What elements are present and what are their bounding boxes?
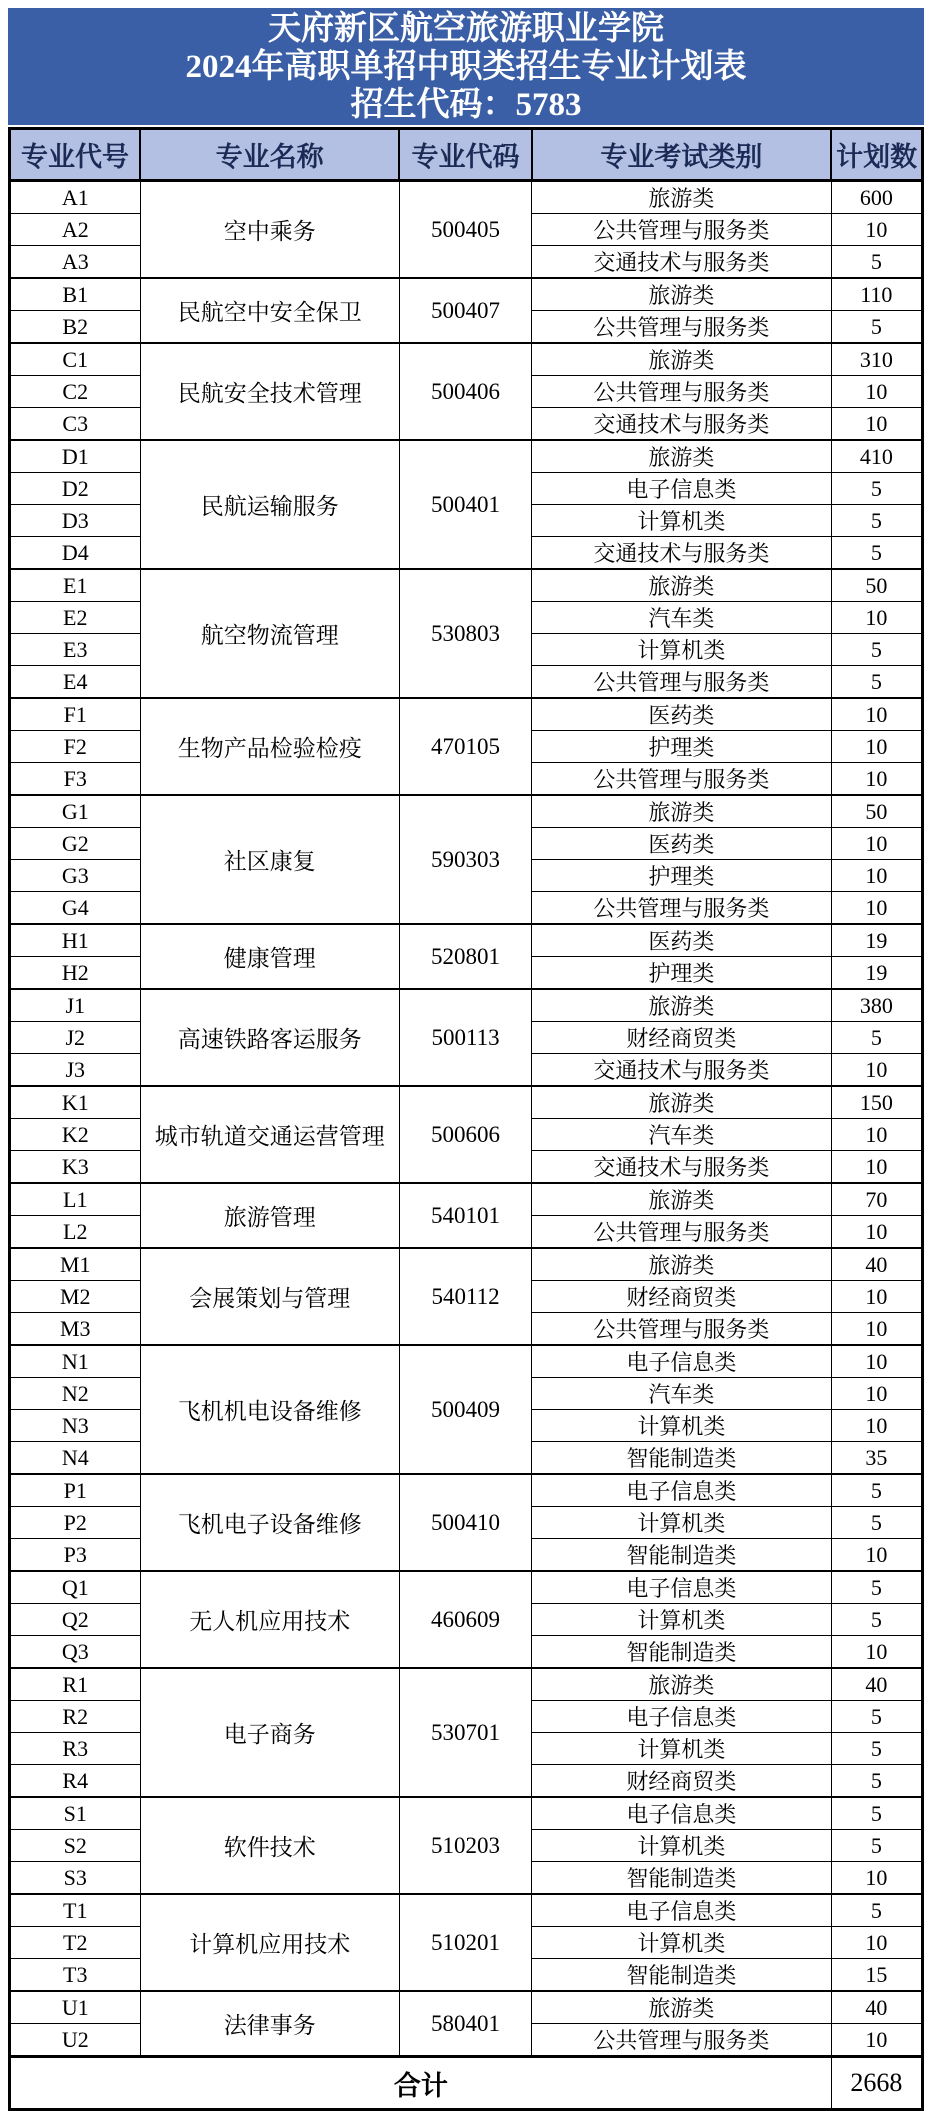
exam-category-cell: 智能制造类 bbox=[532, 1862, 831, 1895]
exam-category-cell: 公共管理与服务类 bbox=[532, 376, 831, 408]
table-row bbox=[10, 1183, 923, 1216]
plan-count-cell: 310 bbox=[831, 343, 922, 376]
major-code-cell: 580401 bbox=[399, 1991, 531, 2057]
exam-category-cell: 计算机类 bbox=[532, 1830, 831, 1862]
plan-count-cell: 40 bbox=[831, 1248, 922, 1281]
plan-count-cell: 5 bbox=[831, 634, 922, 666]
table-row bbox=[10, 278, 923, 311]
major-code-cell: 540112 bbox=[399, 1248, 531, 1345]
major-letter-code-cell: N4 bbox=[10, 1442, 141, 1475]
major-letter-code-cell: F3 bbox=[10, 763, 141, 796]
exam-category-cell: 智能制造类 bbox=[532, 1442, 831, 1475]
column-header-0: 专业代号 bbox=[10, 129, 141, 181]
major-code-cell: 500113 bbox=[399, 989, 531, 1086]
table-row bbox=[10, 1797, 923, 1830]
exam-category-cell: 交通技术与服务类 bbox=[532, 246, 831, 279]
major-letter-code-cell: J3 bbox=[10, 1054, 141, 1087]
major-letter-code-cell: R3 bbox=[10, 1733, 141, 1765]
major-code-cell: 500407 bbox=[399, 278, 531, 343]
table-row bbox=[10, 1345, 923, 1378]
plan-count-cell: 10 bbox=[831, 698, 922, 731]
exam-category-cell: 旅游类 bbox=[532, 1668, 831, 1701]
exam-category-cell: 交通技术与服务类 bbox=[532, 1151, 831, 1184]
exam-category-cell: 护理类 bbox=[532, 860, 831, 892]
plan-count-cell: 5 bbox=[831, 1571, 922, 1604]
major-letter-code-cell: R4 bbox=[10, 1765, 141, 1798]
major-letter-code-cell: F1 bbox=[10, 698, 141, 731]
plan-count-cell: 600 bbox=[831, 181, 922, 214]
major-letter-code-cell: Q1 bbox=[10, 1571, 141, 1604]
major-letter-code-cell: C1 bbox=[10, 343, 141, 376]
major-code-cell: 500409 bbox=[399, 1345, 531, 1474]
major-code-cell: 460609 bbox=[399, 1571, 531, 1668]
major-code-cell: 500401 bbox=[399, 440, 531, 569]
plan-count-cell: 5 bbox=[831, 505, 922, 537]
plan-count-cell: 10 bbox=[831, 828, 922, 860]
major-code-cell: 590303 bbox=[399, 795, 531, 924]
enrollment-plan-table bbox=[8, 127, 924, 2111]
plan-count-cell: 10 bbox=[831, 408, 922, 441]
plan-count-cell: 5 bbox=[831, 1507, 922, 1539]
plan-count-cell: 10 bbox=[831, 1862, 922, 1895]
major-letter-code-cell: L1 bbox=[10, 1183, 141, 1216]
exam-category-cell: 计算机类 bbox=[532, 1927, 831, 1959]
major-letter-code-cell: M2 bbox=[10, 1281, 141, 1313]
major-letter-code-cell: H1 bbox=[10, 924, 141, 957]
exam-category-cell: 计算机类 bbox=[532, 1604, 831, 1636]
major-name-cell: 软件技术 bbox=[140, 1797, 399, 1894]
total-label-cell: 合计 bbox=[10, 2057, 832, 2110]
major-letter-code-cell: Q3 bbox=[10, 1636, 141, 1669]
major-name-cell: 民航安全技术管理 bbox=[140, 343, 399, 440]
exam-category-cell: 公共管理与服务类 bbox=[532, 666, 831, 699]
major-letter-code-cell: B2 bbox=[10, 311, 141, 344]
major-letter-code-cell: D3 bbox=[10, 505, 141, 537]
plan-count-cell: 5 bbox=[831, 1797, 922, 1830]
plan-count-cell: 10 bbox=[831, 731, 922, 763]
major-code-cell: 500406 bbox=[399, 343, 531, 440]
major-code-cell: 520801 bbox=[399, 924, 531, 989]
plan-count-cell: 10 bbox=[831, 1539, 922, 1572]
major-letter-code-cell: N3 bbox=[10, 1410, 141, 1442]
major-letter-code-cell: P1 bbox=[10, 1474, 141, 1507]
major-letter-code-cell: R2 bbox=[10, 1701, 141, 1733]
major-letter-code-cell: A3 bbox=[10, 246, 141, 279]
plan-count-cell: 10 bbox=[831, 602, 922, 634]
major-name-cell: 健康管理 bbox=[140, 924, 399, 989]
exam-category-cell: 电子信息类 bbox=[532, 473, 831, 505]
table-row bbox=[10, 698, 923, 731]
exam-category-cell: 旅游类 bbox=[532, 1086, 831, 1119]
major-letter-code-cell: A1 bbox=[10, 181, 141, 214]
plan-count-cell: 50 bbox=[831, 569, 922, 602]
major-letter-code-cell: U2 bbox=[10, 2024, 141, 2057]
exam-category-cell: 计算机类 bbox=[532, 1507, 831, 1539]
exam-category-cell: 医药类 bbox=[532, 828, 831, 860]
plan-count-cell: 70 bbox=[831, 1183, 922, 1216]
plan-count-cell: 10 bbox=[831, 1927, 922, 1959]
plan-count-cell: 10 bbox=[831, 1216, 922, 1249]
exam-category-cell: 医药类 bbox=[532, 924, 831, 957]
major-letter-code-cell: P2 bbox=[10, 1507, 141, 1539]
major-name-cell: 会展策划与管理 bbox=[140, 1248, 399, 1345]
exam-category-cell: 财经商贸类 bbox=[532, 1281, 831, 1313]
major-name-cell: 空中乘务 bbox=[140, 181, 399, 279]
exam-category-cell: 公共管理与服务类 bbox=[532, 763, 831, 796]
banner-plan-title: 2024年高职单招中职类招生专业计划表 bbox=[185, 48, 747, 85]
major-name-cell: 无人机应用技术 bbox=[140, 1571, 399, 1668]
major-code-cell: 530803 bbox=[399, 569, 531, 698]
column-header-3: 专业考试类别 bbox=[532, 129, 831, 181]
major-code-cell: 500405 bbox=[399, 181, 531, 279]
exam-category-cell: 电子信息类 bbox=[532, 1701, 831, 1733]
major-letter-code-cell: E2 bbox=[10, 602, 141, 634]
plan-count-cell: 5 bbox=[831, 1604, 922, 1636]
major-name-cell: 计算机应用技术 bbox=[140, 1894, 399, 1991]
plan-count-cell: 10 bbox=[831, 1345, 922, 1378]
plan-count-cell: 10 bbox=[831, 860, 922, 892]
banner-school-name: 天府新区航空旅游职业学院 bbox=[268, 10, 664, 47]
plan-count-cell: 15 bbox=[831, 1959, 922, 1992]
major-letter-code-cell: C3 bbox=[10, 408, 141, 441]
exam-category-cell: 电子信息类 bbox=[532, 1474, 831, 1507]
column-header-2: 专业代码 bbox=[399, 129, 531, 181]
plan-count-cell: 35 bbox=[831, 1442, 922, 1475]
plan-count-cell: 5 bbox=[831, 1022, 922, 1054]
exam-category-cell: 旅游类 bbox=[532, 343, 831, 376]
major-letter-code-cell: E3 bbox=[10, 634, 141, 666]
table-row bbox=[10, 343, 923, 376]
exam-category-cell: 公共管理与服务类 bbox=[532, 892, 831, 925]
exam-category-cell: 电子信息类 bbox=[532, 1571, 831, 1604]
column-header-1: 专业名称 bbox=[140, 129, 399, 181]
table-body bbox=[10, 181, 923, 2110]
plan-count-cell: 5 bbox=[831, 1765, 922, 1798]
plan-count-cell: 5 bbox=[831, 1894, 922, 1927]
major-name-cell: 高速铁路客运服务 bbox=[140, 989, 399, 1086]
table-row bbox=[10, 1894, 923, 1927]
major-name-cell: 电子商务 bbox=[140, 1668, 399, 1797]
major-code-cell: 540101 bbox=[399, 1183, 531, 1248]
major-code-cell: 510203 bbox=[399, 1797, 531, 1894]
exam-category-cell: 智能制造类 bbox=[532, 1539, 831, 1572]
plan-count-cell: 40 bbox=[831, 1991, 922, 2024]
exam-category-cell: 交通技术与服务类 bbox=[532, 1054, 831, 1087]
major-letter-code-cell: Q2 bbox=[10, 1604, 141, 1636]
major-name-cell: 社区康复 bbox=[140, 795, 399, 924]
major-letter-code-cell: K2 bbox=[10, 1119, 141, 1151]
major-name-cell: 生物产品检验检疫 bbox=[140, 698, 399, 795]
exam-category-cell: 护理类 bbox=[532, 957, 831, 990]
column-header-4: 计划数 bbox=[831, 129, 922, 181]
major-name-cell: 法律事务 bbox=[140, 1991, 399, 2057]
major-letter-code-cell: A2 bbox=[10, 214, 141, 246]
total-value-cell: 2668 bbox=[831, 2057, 922, 2110]
plan-count-cell: 10 bbox=[831, 214, 922, 246]
major-letter-code-cell: E1 bbox=[10, 569, 141, 602]
plan-count-cell: 10 bbox=[831, 892, 922, 925]
major-letter-code-cell: P3 bbox=[10, 1539, 141, 1572]
exam-category-cell: 财经商贸类 bbox=[532, 1765, 831, 1798]
major-name-cell: 城市轨道交通运营管理 bbox=[140, 1086, 399, 1183]
table-row bbox=[10, 989, 923, 1022]
major-name-cell: 旅游管理 bbox=[140, 1183, 399, 1248]
major-code-cell: 500606 bbox=[399, 1086, 531, 1183]
total-row bbox=[10, 2057, 923, 2110]
exam-category-cell: 旅游类 bbox=[532, 440, 831, 473]
exam-category-cell: 汽车类 bbox=[532, 1378, 831, 1410]
table-row bbox=[10, 1474, 923, 1507]
major-code-cell: 530701 bbox=[399, 1668, 531, 1797]
major-name-cell: 航空物流管理 bbox=[140, 569, 399, 698]
major-letter-code-cell: H2 bbox=[10, 957, 141, 990]
exam-category-cell: 旅游类 bbox=[532, 1248, 831, 1281]
exam-category-cell: 电子信息类 bbox=[532, 1797, 831, 1830]
major-letter-code-cell: U1 bbox=[10, 1991, 141, 2024]
exam-category-cell: 公共管理与服务类 bbox=[532, 1313, 831, 1346]
exam-category-cell: 旅游类 bbox=[532, 1991, 831, 2024]
exam-category-cell: 护理类 bbox=[532, 731, 831, 763]
plan-count-cell: 10 bbox=[831, 1054, 922, 1087]
major-letter-code-cell: T3 bbox=[10, 1959, 141, 1992]
major-letter-code-cell: M1 bbox=[10, 1248, 141, 1281]
major-letter-code-cell: M3 bbox=[10, 1313, 141, 1346]
exam-category-cell: 旅游类 bbox=[532, 1183, 831, 1216]
major-letter-code-cell: L2 bbox=[10, 1216, 141, 1249]
table-row bbox=[10, 569, 923, 602]
plan-count-cell: 5 bbox=[831, 1474, 922, 1507]
plan-count-cell: 5 bbox=[831, 1733, 922, 1765]
table-row bbox=[10, 1086, 923, 1119]
plan-count-cell: 50 bbox=[831, 795, 922, 828]
major-letter-code-cell: N2 bbox=[10, 1378, 141, 1410]
plan-count-cell: 10 bbox=[831, 1636, 922, 1669]
table-row bbox=[10, 1668, 923, 1701]
table-header-row bbox=[10, 129, 923, 181]
plan-count-cell: 19 bbox=[831, 924, 922, 957]
exam-category-cell: 医药类 bbox=[532, 698, 831, 731]
major-letter-code-cell: S1 bbox=[10, 1797, 141, 1830]
major-letter-code-cell: D2 bbox=[10, 473, 141, 505]
major-letter-code-cell: F2 bbox=[10, 731, 141, 763]
table-row bbox=[10, 924, 923, 957]
plan-count-cell: 10 bbox=[831, 1313, 922, 1346]
plan-count-cell: 5 bbox=[831, 537, 922, 570]
major-letter-code-cell: C2 bbox=[10, 376, 141, 408]
major-letter-code-cell: T1 bbox=[10, 1894, 141, 1927]
major-code-cell: 510201 bbox=[399, 1894, 531, 1991]
banner bbox=[8, 8, 924, 125]
plan-count-cell: 10 bbox=[831, 1119, 922, 1151]
exam-category-cell: 电子信息类 bbox=[532, 1345, 831, 1378]
plan-count-cell: 19 bbox=[831, 957, 922, 990]
major-letter-code-cell: G3 bbox=[10, 860, 141, 892]
table-row bbox=[10, 181, 923, 214]
major-name-cell: 飞机机电设备维修 bbox=[140, 1345, 399, 1474]
table-row bbox=[10, 795, 923, 828]
exam-category-cell: 财经商贸类 bbox=[532, 1022, 831, 1054]
exam-category-cell: 旅游类 bbox=[532, 569, 831, 602]
major-code-cell: 500410 bbox=[399, 1474, 531, 1571]
major-letter-code-cell: G1 bbox=[10, 795, 141, 828]
exam-category-cell: 旅游类 bbox=[532, 795, 831, 828]
plan-count-cell: 10 bbox=[831, 1410, 922, 1442]
plan-count-cell: 10 bbox=[831, 1151, 922, 1184]
exam-category-cell: 交通技术与服务类 bbox=[532, 537, 831, 570]
exam-category-cell: 旅游类 bbox=[532, 989, 831, 1022]
exam-category-cell: 电子信息类 bbox=[532, 1894, 831, 1927]
major-letter-code-cell: S3 bbox=[10, 1862, 141, 1895]
exam-category-cell: 智能制造类 bbox=[532, 1959, 831, 1992]
exam-category-cell: 汽车类 bbox=[532, 1119, 831, 1151]
exam-category-cell: 旅游类 bbox=[532, 181, 831, 214]
table-row bbox=[10, 1991, 923, 2024]
major-name-cell: 飞机电子设备维修 bbox=[140, 1474, 399, 1571]
exam-category-cell: 旅游类 bbox=[532, 278, 831, 311]
exam-category-cell: 计算机类 bbox=[532, 1410, 831, 1442]
plan-count-cell: 5 bbox=[831, 311, 922, 344]
plan-count-cell: 5 bbox=[831, 1701, 922, 1733]
plan-count-cell: 40 bbox=[831, 1668, 922, 1701]
banner-enrollment-code: 招生代码：5783 bbox=[350, 86, 582, 123]
exam-category-cell: 公共管理与服务类 bbox=[532, 1216, 831, 1249]
plan-count-cell: 110 bbox=[831, 278, 922, 311]
exam-category-cell: 汽车类 bbox=[532, 602, 831, 634]
plan-count-cell: 410 bbox=[831, 440, 922, 473]
major-name-cell: 民航空中安全保卫 bbox=[140, 278, 399, 343]
plan-count-cell: 5 bbox=[831, 666, 922, 699]
plan-count-cell: 380 bbox=[831, 989, 922, 1022]
major-letter-code-cell: B1 bbox=[10, 278, 141, 311]
exam-category-cell: 计算机类 bbox=[532, 505, 831, 537]
major-letter-code-cell: S2 bbox=[10, 1830, 141, 1862]
major-letter-code-cell: G2 bbox=[10, 828, 141, 860]
exam-category-cell: 计算机类 bbox=[532, 1733, 831, 1765]
major-letter-code-cell: J2 bbox=[10, 1022, 141, 1054]
major-letter-code-cell: K1 bbox=[10, 1086, 141, 1119]
exam-category-cell: 计算机类 bbox=[532, 634, 831, 666]
plan-count-cell: 10 bbox=[831, 1378, 922, 1410]
major-letter-code-cell: E4 bbox=[10, 666, 141, 699]
exam-category-cell: 公共管理与服务类 bbox=[532, 214, 831, 246]
plan-count-cell: 10 bbox=[831, 763, 922, 796]
table-row bbox=[10, 1571, 923, 1604]
plan-count-cell: 5 bbox=[831, 473, 922, 505]
major-code-cell: 470105 bbox=[399, 698, 531, 795]
exam-category-cell: 智能制造类 bbox=[532, 1636, 831, 1669]
major-letter-code-cell: K3 bbox=[10, 1151, 141, 1184]
plan-count-cell: 150 bbox=[831, 1086, 922, 1119]
exam-category-cell: 公共管理与服务类 bbox=[532, 311, 831, 344]
exam-category-cell: 公共管理与服务类 bbox=[532, 2024, 831, 2057]
plan-count-cell: 10 bbox=[831, 2024, 922, 2057]
major-letter-code-cell: N1 bbox=[10, 1345, 141, 1378]
major-letter-code-cell: R1 bbox=[10, 1668, 141, 1701]
major-letter-code-cell: G4 bbox=[10, 892, 141, 925]
plan-count-cell: 10 bbox=[831, 376, 922, 408]
major-letter-code-cell: T2 bbox=[10, 1927, 141, 1959]
major-letter-code-cell: D4 bbox=[10, 537, 141, 570]
major-letter-code-cell: J1 bbox=[10, 989, 141, 1022]
table-row bbox=[10, 440, 923, 473]
major-name-cell: 民航运输服务 bbox=[140, 440, 399, 569]
table-row bbox=[10, 1248, 923, 1281]
plan-count-cell: 5 bbox=[831, 1830, 922, 1862]
exam-category-cell: 交通技术与服务类 bbox=[532, 408, 831, 441]
plan-count-cell: 10 bbox=[831, 1281, 922, 1313]
plan-count-cell: 5 bbox=[831, 246, 922, 279]
major-letter-code-cell: D1 bbox=[10, 440, 141, 473]
